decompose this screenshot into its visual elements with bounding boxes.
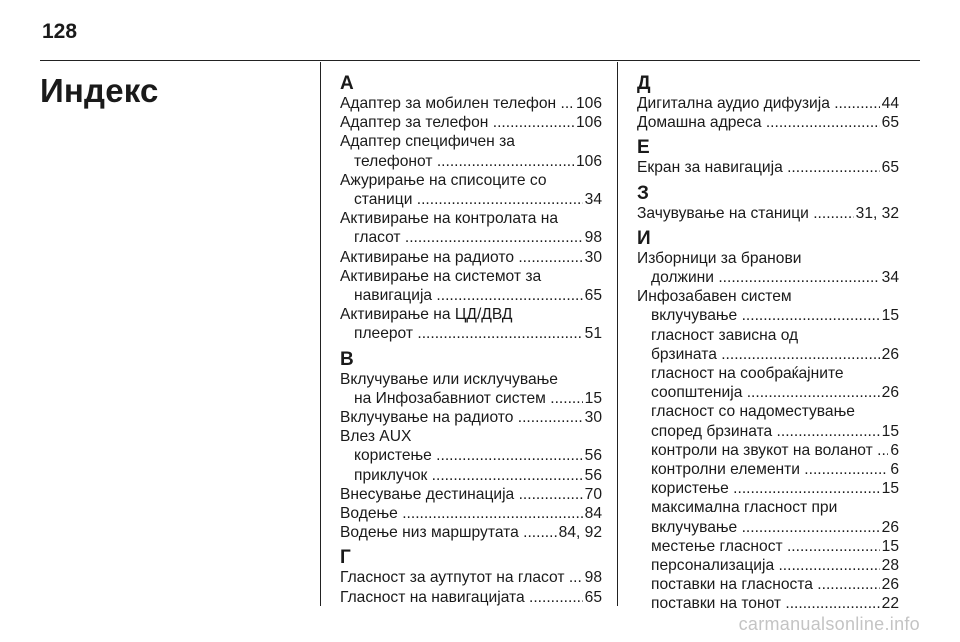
section-letter: З [637, 182, 649, 204]
entry-label: Водење ..... [340, 504, 583, 523]
sub-index-item [637, 556, 899, 575]
letter-group [637, 229, 899, 614]
index-item [340, 485, 602, 504]
letter-group [637, 138, 899, 177]
index-entry [637, 113, 899, 132]
entry-page: 98 [584, 569, 602, 587]
entry-label: станици ..... [354, 190, 583, 209]
sub-index-entry [340, 152, 602, 171]
sub-index-item [637, 402, 899, 440]
sub-index-item [637, 306, 899, 325]
entry-label: Водење низ маршрутата ..... [340, 523, 557, 542]
entry-label: вклучување ..... [651, 518, 880, 537]
entry-label: поставки на тонот ..... [651, 594, 880, 613]
entry-label: користење ..... [651, 479, 880, 498]
entry-page: 15 [881, 480, 899, 498]
entry-label: брзината ..... [651, 345, 880, 364]
sub-index-entry [340, 190, 602, 209]
entry-label: Вклучување или исклучување [340, 370, 558, 388]
index-item [340, 267, 602, 305]
entry-label: гласност на сообраќајните [651, 365, 844, 383]
entry-label: Адаптер за мобилен телефон ..... [340, 94, 574, 113]
sub-index-entry [637, 422, 899, 441]
sub-index-entry [637, 518, 899, 537]
index-item [340, 248, 602, 267]
sub-index-entry [340, 228, 602, 247]
sub-index-item [340, 466, 602, 485]
entry-page: 65 [584, 287, 602, 305]
index-item [340, 132, 602, 170]
entry-label: Зачувување на станици ..... [637, 204, 854, 223]
entry-label: Инфозабавен систем [637, 288, 792, 306]
sub-index-entry [637, 345, 899, 364]
column-divider-right [617, 62, 618, 606]
entry-label: должини ..... [651, 268, 880, 287]
index-item [637, 94, 899, 113]
entry-label: гласот ..... [354, 228, 583, 247]
sub-index-entry [637, 556, 899, 575]
letter-group [340, 548, 602, 606]
entry-page: 98 [584, 229, 602, 247]
entry-label: поставки на гласноста ..... [651, 575, 880, 594]
index-item [637, 113, 899, 132]
sub-index-entry [340, 324, 602, 343]
letter-group [340, 74, 602, 344]
entry-page: 15 [881, 537, 899, 555]
sub-index-item [637, 479, 899, 498]
entry-label: плеерот ..... [354, 324, 583, 343]
sub-index-entry [637, 537, 899, 556]
index-item [340, 523, 602, 542]
entry-label: Активирање на контролата на [340, 210, 558, 228]
entry-label: Ажурирање на списоците со [340, 171, 547, 189]
sub-index-item [637, 498, 899, 536]
section-letter: А [340, 73, 354, 94]
index-entry [340, 485, 602, 504]
entry-label: Адаптер за телефон ..... [340, 113, 574, 132]
entry-page: 51 [584, 325, 602, 343]
section-letter: В [340, 348, 354, 370]
section-letter: Г [340, 547, 351, 569]
index-entry [637, 204, 899, 223]
index-column-2 [637, 74, 899, 614]
entry-page: 70 [584, 485, 602, 503]
index-column-1 [340, 74, 602, 607]
index-entry [340, 248, 602, 267]
sub-index-entry [340, 389, 602, 408]
entry-label: телефонот ..... [354, 152, 574, 171]
index-item [637, 204, 899, 223]
entry-page: 15 [584, 389, 602, 407]
index-item [637, 249, 899, 287]
index-entry [340, 113, 602, 132]
entry-page: 106 [575, 114, 602, 132]
entry-label: Активирање на радиото ..... [340, 248, 583, 267]
entry-page: 34 [584, 191, 602, 209]
sub-index-entry [637, 594, 899, 613]
index-entry [340, 568, 602, 587]
entry-page: 30 [584, 409, 602, 427]
sub-index-item [637, 364, 899, 402]
entry-page: 6 [890, 441, 899, 459]
index-item [340, 568, 602, 587]
entry-label: максимална гласност при [651, 499, 838, 517]
index-item [340, 113, 602, 132]
sub-index-entry [637, 383, 899, 402]
sub-index-item [637, 460, 899, 479]
entry-page: 65 [881, 159, 899, 177]
entry-page: 106 [575, 152, 602, 170]
entry-page: 26 [881, 345, 899, 363]
entry-label: на Инфозабавниот систем ..... [354, 389, 583, 408]
entry-page: 44 [881, 95, 899, 112]
entry-label: Активирање на ЦД/ДВД [340, 306, 513, 324]
sub-index-entry [340, 286, 602, 305]
entry-label: гласност зависна од [651, 326, 799, 344]
entry-page: 56 [584, 447, 602, 465]
page-number: 128 [42, 20, 78, 43]
index-item [637, 287, 899, 306]
entry-page: 31, 32 [855, 204, 899, 222]
sub-index-entry [340, 466, 602, 485]
entry-page: 30 [584, 248, 602, 266]
entry-label: користење ..... [354, 446, 583, 465]
section-letter: И [637, 227, 651, 249]
entry-page: 15 [881, 422, 899, 440]
sub-index-entry [340, 446, 602, 465]
entry-page: 65 [881, 114, 899, 132]
entry-page: 56 [584, 466, 602, 484]
entry-label: контроли на звукот на воланот ..... [651, 441, 888, 460]
index-entry [340, 588, 602, 607]
letter-group [637, 184, 899, 223]
index-item [340, 408, 602, 427]
section-letter: Д [637, 73, 651, 94]
page-title: Индекс [40, 72, 159, 109]
sub-index-item [637, 575, 899, 594]
column-divider-left [320, 62, 321, 606]
sub-index-entry [637, 306, 899, 325]
index-item [340, 209, 602, 247]
letter-group [340, 350, 602, 543]
entry-page: 15 [881, 307, 899, 325]
entry-page: 28 [881, 557, 899, 575]
index-entry [637, 158, 899, 177]
index-item [340, 427, 602, 446]
entry-label: според брзината ..... [651, 422, 880, 441]
entry-page: 84, 92 [558, 524, 602, 542]
entry-label: соопштенија ..... [651, 383, 880, 402]
entry-page: 26 [881, 518, 899, 536]
entry-page: 65 [584, 588, 602, 606]
entry-label: Изборници за бранови [637, 249, 802, 267]
entry-page: 106 [575, 95, 602, 112]
entry-label: Домашна адреса ..... [637, 113, 880, 132]
entry-label: Адаптер специфичен за [340, 133, 515, 151]
entry-label: Екран за навигација ..... [637, 158, 880, 177]
section-letter: Е [637, 137, 650, 159]
header-rule [40, 60, 920, 61]
entry-label: местење гласност ..... [651, 537, 880, 556]
index-item [340, 94, 602, 113]
sub-index-item [637, 326, 899, 364]
index-entry [637, 94, 899, 113]
sub-index-entry [637, 268, 899, 287]
index-item [637, 158, 899, 177]
entry-label: навигација ..... [354, 286, 583, 305]
index-entry [340, 94, 602, 113]
entry-label: Дигитална аудио дифузија ..... [637, 94, 880, 113]
entry-label: персонализација ..... [651, 556, 880, 575]
entry-page: 26 [881, 576, 899, 594]
entry-label: Влез AUX [340, 428, 412, 446]
index-item [340, 171, 602, 209]
sub-index-entry [637, 441, 899, 460]
sub-index-item [637, 537, 899, 556]
entry-label: Вклучување на радиото ..... [340, 408, 583, 427]
entry-label: вклучување ..... [651, 306, 880, 325]
entry-label: гласност со надоместување [651, 403, 855, 421]
entry-label: Гласност за аутпутот на гласот ..... [340, 568, 583, 587]
entry-page: 26 [881, 384, 899, 402]
entry-page: 34 [881, 269, 899, 287]
watermark: carmanualsonline.info [738, 614, 920, 634]
index-entry [340, 523, 602, 542]
sub-index-item [637, 441, 899, 460]
entry-page: 84 [584, 505, 602, 523]
entry-label: приклучок ..... [354, 466, 583, 485]
entry-label: контролни елементи ..... [651, 460, 888, 479]
index-entry [340, 408, 602, 427]
index-item [340, 305, 602, 343]
index-item [340, 370, 602, 408]
sub-index-item [637, 594, 899, 613]
entry-label: Активирање на системот за [340, 267, 542, 285]
sub-index-entry [637, 460, 899, 479]
letter-group [637, 74, 899, 132]
entry-label: Внесување дестинација ..... [340, 485, 583, 504]
entry-page: 22 [881, 595, 899, 613]
sub-index-entry [637, 479, 899, 498]
index-entry [340, 504, 602, 523]
index-item [340, 504, 602, 523]
entry-label: Гласност на навигацијата ..... [340, 588, 583, 607]
sub-index-item [340, 446, 602, 465]
entry-page: 6 [890, 461, 899, 479]
sub-index-entry [637, 575, 899, 594]
index-item [340, 588, 602, 607]
